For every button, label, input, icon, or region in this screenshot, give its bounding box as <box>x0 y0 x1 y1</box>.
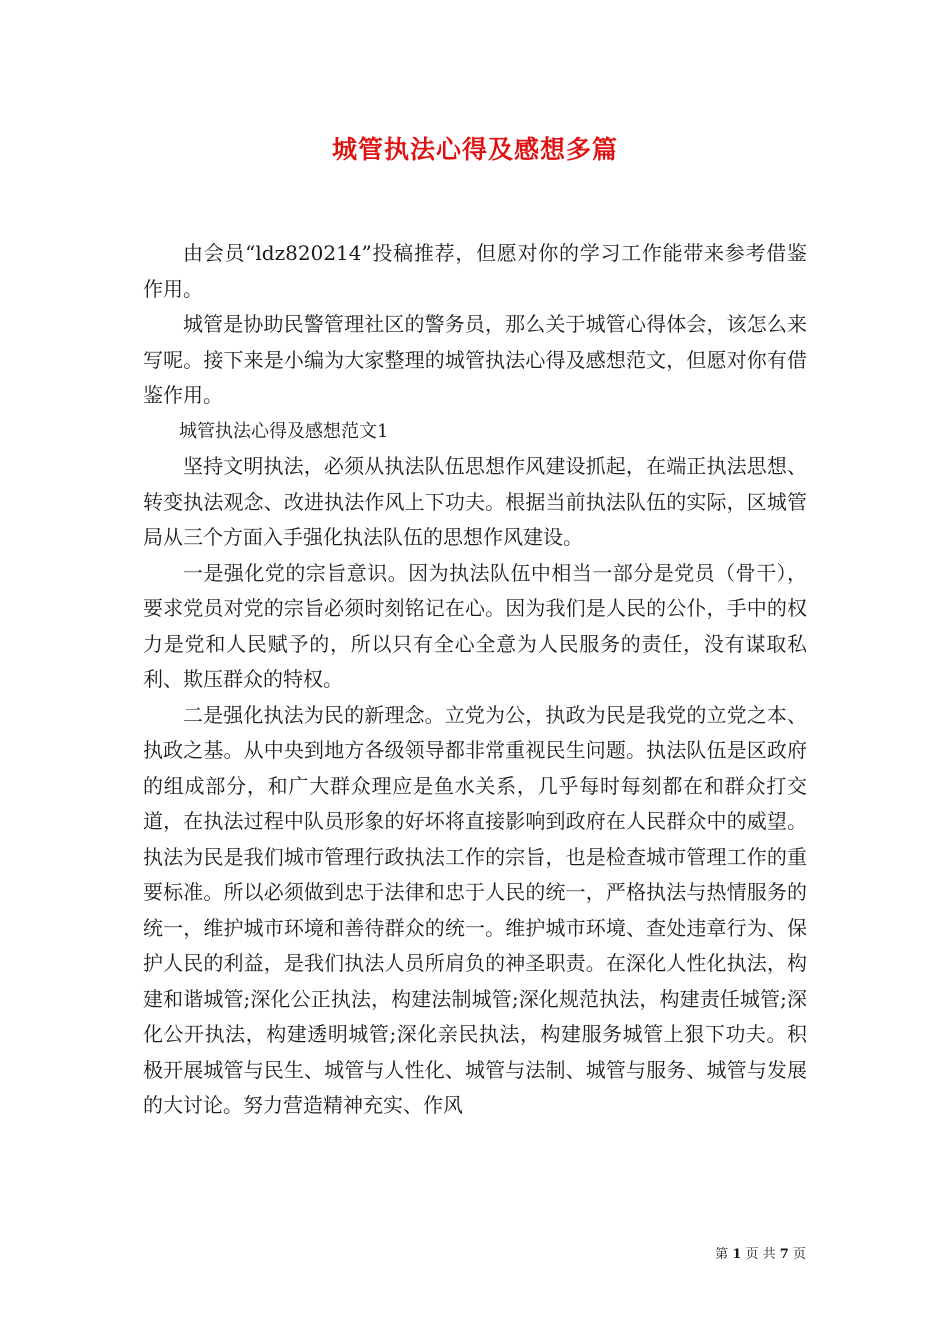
paragraph-summary: 城管是协助民警管理社区的警务员，那么关于城管心得体会，该怎么来写呢。接下来是小编为大家整理的城管执法心得及感想范文，但愿对你有借鉴作用。 <box>143 312 807 407</box>
document-title: 城管执法心得及感想多篇 <box>331 135 618 164</box>
document-body <box>143 236 807 1124</box>
page-number-footer <box>715 1246 806 1264</box>
paragraph-body: 坚持文明执法，必须从执法队伍思想作风建设抓起，在端正执法思想、转变执法观念、改进执法作风上下功夫。根据当前执法队伍的实际，区城管局从三个方面入手强化执法队伍的思想作风建设。 <box>143 454 807 549</box>
paragraph-intro: 由会员“ldz820214”投稿推荐，但愿对你的学习工作能带来参考借鉴作用。 <box>143 241 807 301</box>
total-page-number: 7 <box>779 1247 789 1262</box>
footer-suffix: 页 <box>792 1247 806 1262</box>
footer-prefix: 第 <box>715 1247 729 1262</box>
paragraph-body: 一是强化党的宗旨意识。因为执法队伍中相当一部分是党员（骨干），要求党员对党的宗旨必须时刻铭记在心。因为我们是人民的公仆，手中的权力是党和人民赋予的，所以只有全心全意为人民服务的责任，没有谋取私利、欺压群众的特权。 <box>143 560 807 691</box>
paragraph-body: 二是强化执法为民的新理念。立党为公，执政为民是我党的立党之本、执政之基。从中央到地方各级领导都非常重视民生问题。执法队伍是区政府的组成部分，和广大群众理应是鱼水关系，几乎每时每刻都在和群众打交道，在执法过程中队员形象的好坏将直接影响到政府在人民群众中的威望。执法为民是我们城市管理行政执法工作的宗旨，也是检查城市管理工作的重要标准。所以必须做到忠于法律和忠于人民的统一，严格执法与热情服务的统一，维护城市环境和善待群众的统一。维护城市环境、查处违章行为、保护人民的利益，是我们执法人员所肩负的神圣职责。在深化人性化执法，构建和谐城管;深化公正执法，构建法制城管;深化规范执法，构建责任城管;深化公开执法，构建透明城管;深化亲民执法，构建服务城管上狠下功夫。积极开展城管与民生、城管与人性化、城管与法制、城管与服务、城管与发展的大讨论。努力营造精神充实、作风 <box>143 702 807 1117</box>
section-heading: 城管执法心得及感想范文1 <box>179 420 389 442</box>
current-page-number: 1 <box>732 1247 742 1262</box>
footer-middle: 页 共 <box>745 1247 776 1262</box>
